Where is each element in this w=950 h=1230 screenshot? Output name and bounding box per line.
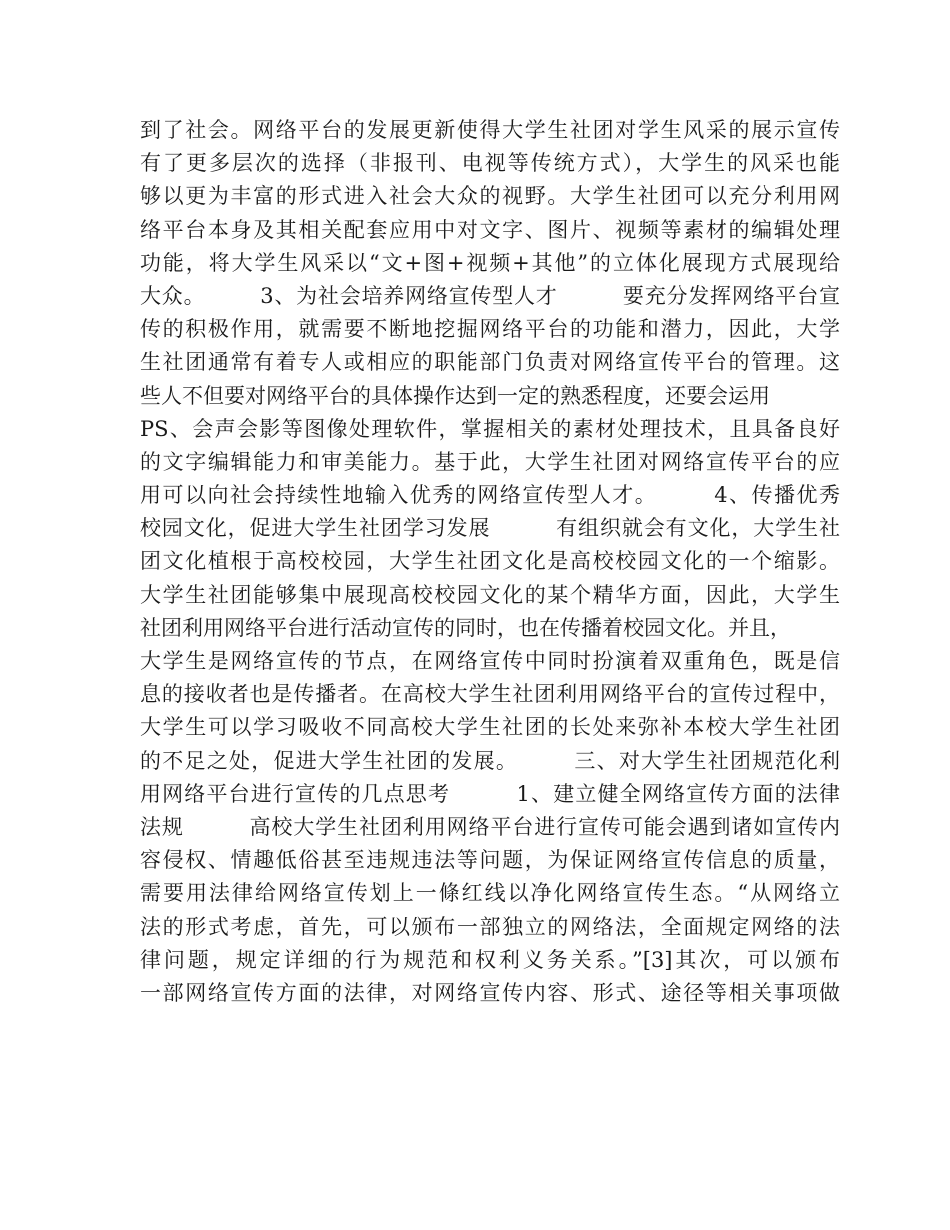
text-line: 大众。 3、为社会培养网络宣传型人才 要充分发挥网络平台宣 — [140, 283, 840, 308]
text-line: 的文字编辑能力和审美能力。基于此，大学生社团对网络宣传平台的应 — [140, 449, 840, 474]
text-line: 团文化植根于高校校园，大学生社团文化是高校校园文化的一个缩影。 — [140, 549, 840, 574]
text-line: PS、会声会影等图像处理软件，掌握相关的素材处理技术，且具备良好 — [140, 416, 840, 441]
text-line: 大学生社团能够集中展现高校校园文化的某个精华方面，因此，大学生 — [140, 582, 840, 607]
text-line: 法规 高校大学生社团利用网络平台进行宣传可能会遇到诸如宣传内 — [140, 814, 840, 839]
text-line: 大学生是网络宣传的节点，在网络宣传中同时扮演着双重角色，既是信 — [140, 649, 840, 673]
text-line: 传的积极作用，就需要不断地挖掘网络平台的功能和潜力，因此，大学 — [140, 317, 840, 342]
text-line: 一部网络宣传方面的法律，对网络宣传内容、形式、途径等相关事项做 — [140, 980, 840, 1005]
text-line: 容侵权、情趣低俗甚至违规违法等问题，为保证网络宣传信息的质量， — [140, 848, 840, 873]
text-line: 的不足之处，促进大学生社团的发展。 三、对大学生社团规范化利 — [140, 748, 840, 773]
text-line: 大学生可以学习吸收不同高校大学生社团的长处来弥补本校大学生社团 — [140, 715, 840, 740]
text-line: 生社团通常有着专人或相应的职能部门负责对网络宣传平台的管理。这 — [140, 350, 840, 375]
text-line: 有了更多层次的选择（非报刊、电视等传统方式），大学生的风采也能 — [140, 151, 840, 176]
text-line: 息的接收者也是传播者。在高校大学生社团利用网络平台的宣传过程中， — [140, 682, 840, 707]
text-line: 功能，将大学生风采以“文+图+视频+其他”的立体化展现方式展现给 — [140, 250, 840, 275]
text-line: 够以更为丰富的形式进入社会大众的视野。大学生社团可以充分利用网 — [140, 184, 840, 209]
text-line: 到了社会。网络平台的发展更新使得大学生社团对学生风采的展示宣传 — [140, 118, 840, 142]
text-line: 用网络平台进行宣传的几点思考 1、建立健全网络宣传方面的法律 — [140, 781, 840, 806]
text-line: 用可以向社会持续性地输入优秀的网络宣传型人才。 4、传播优秀 — [140, 483, 840, 508]
text-line: 律问题，规定详细的行为规范和权利义务关系。”[3]其次，可以颁布 — [140, 947, 840, 972]
text-line: 络平台本身及其相关配套应用中对文字、图片、视频等素材的编辑处理 — [140, 217, 840, 242]
text-line: 些人不但要对网络平台的具体操作达到一定的熟悉程度，还要会运用 — [140, 383, 770, 408]
text-line: 校园文化，促进大学生社团学习发展 有组织就会有文化，大学生社 — [140, 516, 840, 541]
body-text — [140, 114, 840, 1010]
text-line: 法的形式考虑，首先，可以颁布一部独立的网络法，全面规定网络的法 — [140, 914, 840, 939]
text-line: 需要用法律给网络宣传划上一條红线以净化网络宣传生态。“从网络立 — [140, 881, 840, 906]
text-line: 社团利用网络平台进行活动宣传的同时，也在传播着校园文化。并且， — [140, 615, 791, 640]
